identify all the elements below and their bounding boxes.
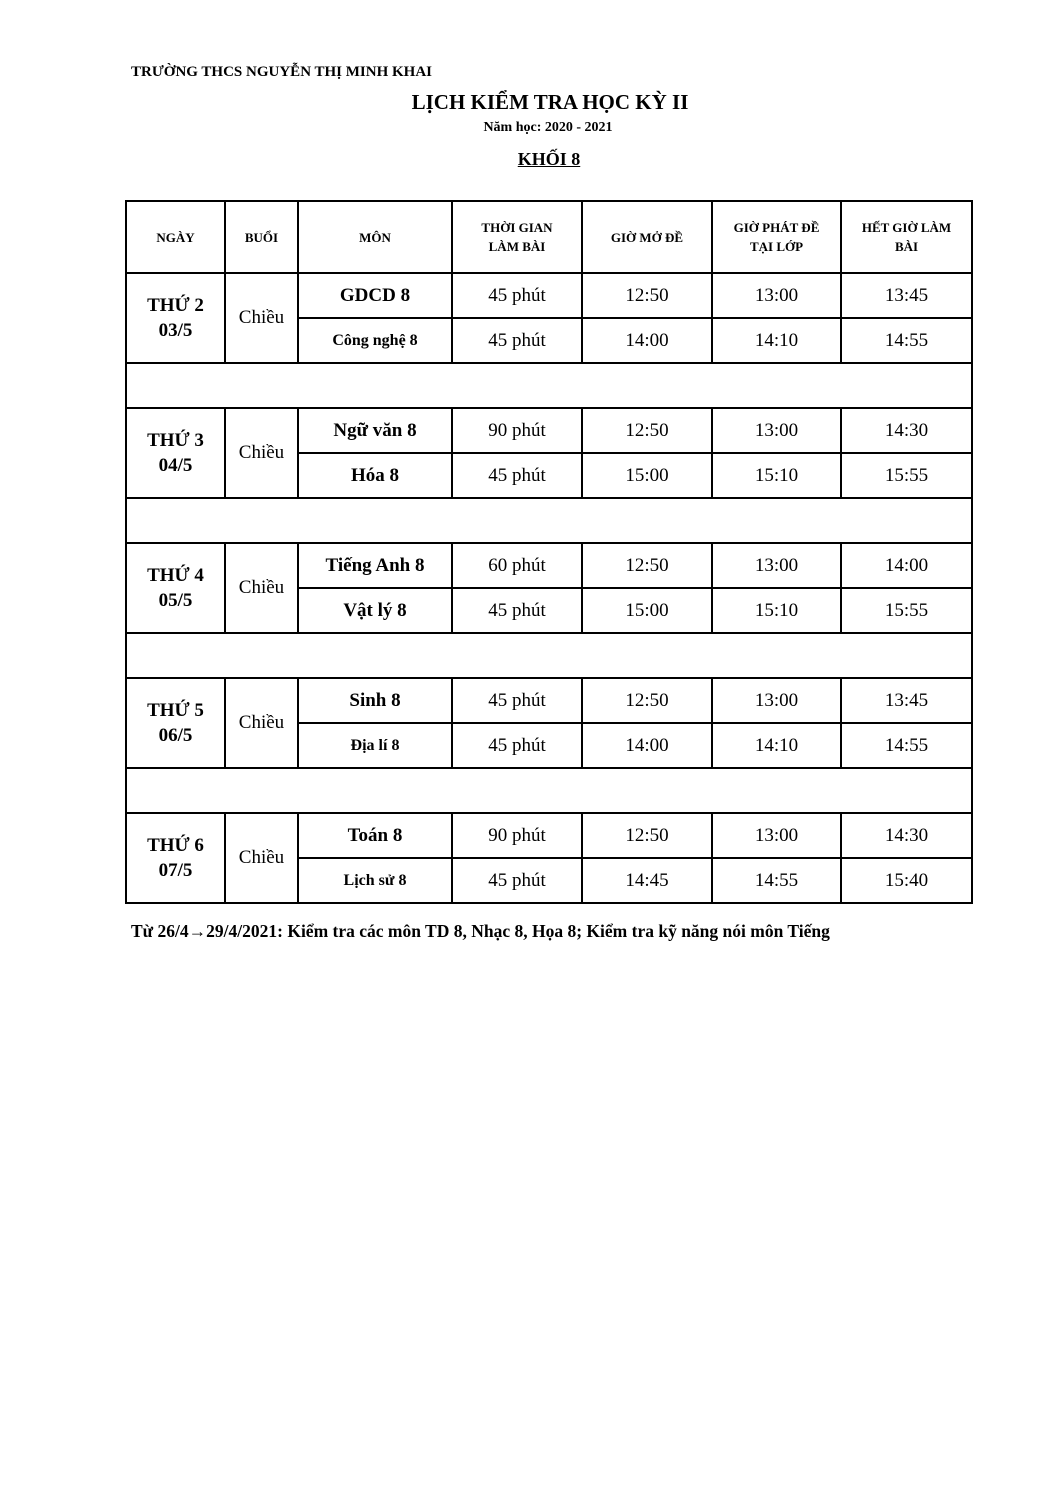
open-time-cell: 14:00 <box>582 723 712 768</box>
distribute-time-cell: 14:10 <box>712 723 841 768</box>
open-time-cell: 15:00 <box>582 588 712 633</box>
day-cell <box>126 813 225 903</box>
col-header-end-time <box>841 201 972 273</box>
open-time-cell: 12:50 <box>582 678 712 723</box>
end-time-cell: 15:55 <box>841 453 972 498</box>
table-row <box>126 678 972 723</box>
distribute-time-cell: 15:10 <box>712 453 841 498</box>
duration-cell: 45 phút <box>452 318 582 363</box>
header-row <box>126 201 972 273</box>
col-header-duration-line1: THỜI GIAN <box>481 220 553 235</box>
date: 03/5 <box>158 320 193 341</box>
distribute-time-cell: 13:00 <box>712 813 841 858</box>
open-time-cell: 14:45 <box>582 858 712 903</box>
day-cell <box>126 408 225 498</box>
subject-cell: Tiếng Anh 8 <box>298 543 452 588</box>
end-time-cell: 14:55 <box>841 318 972 363</box>
subject-cell: Vật lý 8 <box>298 588 452 633</box>
subject-cell: Lịch sử 8 <box>298 858 452 903</box>
spacer-cell <box>126 363 972 408</box>
col-header-duration <box>452 201 582 273</box>
date: 06/5 <box>158 725 193 746</box>
weekday: THỨ 5 <box>147 700 204 721</box>
end-time-cell: 14:55 <box>841 723 972 768</box>
duration-cell: 45 phút <box>452 273 582 318</box>
table-row <box>126 273 972 318</box>
distribute-time-cell: 13:00 <box>712 408 841 453</box>
end-time-cell: 14:00 <box>841 543 972 588</box>
session-cell: Chiều <box>225 273 298 363</box>
col-header-subject: MÔN <box>298 201 452 273</box>
footnote: Từ 26/4→29/4/2021: Kiểm tra các môn TD 8, Nhạc 8, Họa 8; Kiểm tra kỹ năng nói môn Tiếng <box>131 921 830 941</box>
open-time-cell: 15:00 <box>582 453 712 498</box>
distribute-time-cell: 13:00 <box>712 678 841 723</box>
duration-cell: 45 phút <box>452 453 582 498</box>
session-cell: Chiều <box>225 408 298 498</box>
session-cell: Chiều <box>225 678 298 768</box>
distribute-time-cell: 13:00 <box>712 543 841 588</box>
date: 05/5 <box>158 590 193 611</box>
weekday: THỨ 6 <box>147 835 204 856</box>
subject-cell: Toán 8 <box>298 813 452 858</box>
col-header-distribute-time <box>712 201 841 273</box>
duration-cell: 45 phút <box>452 678 582 723</box>
table-row <box>126 813 972 858</box>
spacer-cell <box>126 633 972 678</box>
duration-cell: 45 phút <box>452 588 582 633</box>
open-time-cell: 12:50 <box>582 543 712 588</box>
end-time-cell: 15:55 <box>841 588 972 633</box>
distribute-time-cell: 15:10 <box>712 588 841 633</box>
table-row <box>126 543 972 588</box>
day-cell <box>126 273 225 363</box>
duration-cell: 45 phút <box>452 858 582 903</box>
subject-cell: Hóa 8 <box>298 453 452 498</box>
duration-cell: 60 phút <box>452 543 582 588</box>
end-time-cell: 15:40 <box>841 858 972 903</box>
spacer-row <box>126 498 972 543</box>
document-title: LỊCH KIỂM TRA HỌC KỲ II <box>411 90 689 114</box>
end-time-cell: 14:30 <box>841 813 972 858</box>
day-cell <box>126 543 225 633</box>
date: 07/5 <box>158 860 193 881</box>
weekday: THỨ 3 <box>147 430 204 451</box>
open-time-cell: 12:50 <box>582 273 712 318</box>
end-time-cell: 13:45 <box>841 678 972 723</box>
subject-cell: Ngữ văn 8 <box>298 408 452 453</box>
grade-heading <box>0 149 1061 170</box>
spacer-row <box>126 363 972 408</box>
col-header-day: NGÀY <box>126 201 225 273</box>
weekday: THỨ 4 <box>147 565 204 586</box>
day-cell <box>126 678 225 768</box>
duration-cell: 90 phút <box>452 813 582 858</box>
spacer-row <box>126 633 972 678</box>
end-time-cell: 13:45 <box>841 273 972 318</box>
school-name: TRƯỜNG THCS NGUYỄN THỊ MINH KHAI <box>131 64 433 80</box>
grade-label: KHỐI 8 <box>517 149 581 169</box>
col-header-open-time: GIỜ MỞ ĐỀ <box>582 201 712 273</box>
open-time-cell: 12:50 <box>582 408 712 453</box>
distribute-time-cell: 14:10 <box>712 318 841 363</box>
distribute-time-cell: 13:00 <box>712 273 841 318</box>
col-header-session: BUỔI <box>225 201 298 273</box>
end-time-cell: 14:30 <box>841 408 972 453</box>
subject-cell: Sinh 8 <box>298 678 452 723</box>
subject-cell: GDCD 8 <box>298 273 452 318</box>
spacer-cell <box>126 498 972 543</box>
open-time-cell: 14:00 <box>582 318 712 363</box>
open-time-cell: 12:50 <box>582 813 712 858</box>
table-row <box>126 408 972 453</box>
duration-cell: 90 phút <box>452 408 582 453</box>
subject-cell: Công nghệ 8 <box>298 318 452 363</box>
col-header-end-line2: BÀI <box>894 239 919 254</box>
school-year: Năm học: 2020 - 2021 <box>483 120 613 135</box>
col-header-distribute-line1: GIỜ PHÁT ĐỀ <box>733 220 820 235</box>
weekday: THỨ 2 <box>147 295 204 316</box>
subject-cell: Địa lí 8 <box>298 723 452 768</box>
date: 04/5 <box>158 455 193 476</box>
exam-schedule-table <box>125 200 973 904</box>
col-header-distribute-line2: TẠI LỚP <box>749 239 804 254</box>
session-cell: Chiều <box>225 813 298 903</box>
col-header-end-line1: HẾT GIỜ LÀM <box>861 220 952 235</box>
spacer-cell <box>126 768 972 813</box>
duration-cell: 45 phút <box>452 723 582 768</box>
col-header-duration-line2: LÀM BÀI <box>488 239 546 254</box>
distribute-time-cell: 14:55 <box>712 858 841 903</box>
session-cell: Chiều <box>225 543 298 633</box>
spacer-row <box>126 768 972 813</box>
